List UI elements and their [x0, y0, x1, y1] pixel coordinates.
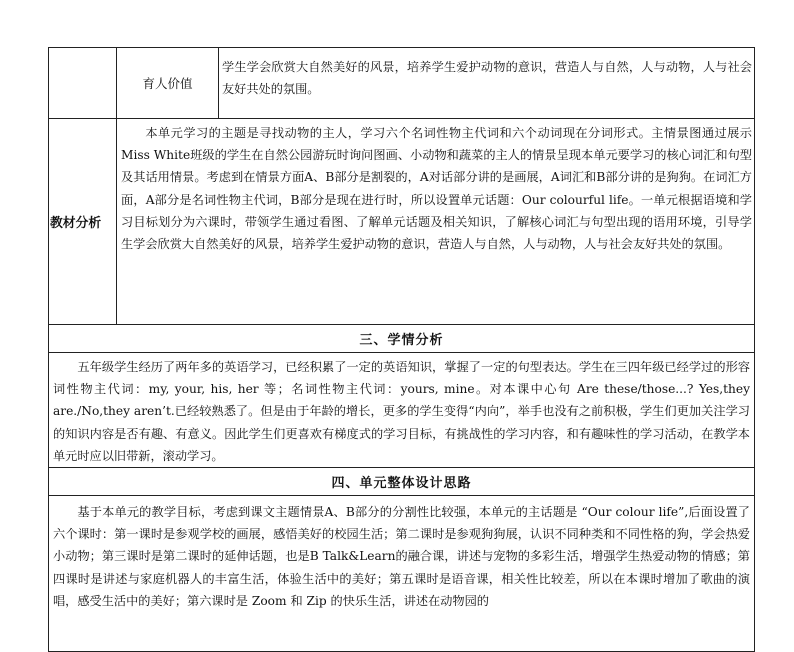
lesson-plan-table — [48, 47, 755, 652]
blank-cell — [49, 48, 117, 119]
section3-text: 五年级学生经历了两年多的英语学习，已经积累了一定的英语知识，掌握了一定的句型表达。学生在三四年级已经学过的形容词性物主代词：my, your, his, her 等；名词性物主代词：yours, mine。对本课中心句 Are these/those...? Yes,they are./No,they aren’t.已经较熟悉了。但是由于年龄的增长，更多的学生变得“内向”，举手也没有之前积极，学生们更加关注学习的知识内容是否有趣、有意义。因此学生们更喜欢有梯度式的学习目标，有挑战性的学习内容，和有趣味性的学习活动，在教学本单元时应以旧带新，滚动学习。 — [49, 353, 755, 468]
section3-title: 三、学情分析 — [49, 325, 755, 353]
section4-text: 基于本单元的教学目标，考虑到课文主题情景A、B部分的分割性比较强，本单元的主话题是 “Our colour life”,后面设置了六个课时：第一课时是参观学校的画展，感悟美好的校园生活；第二课时是参观狗狗展，认识不同种类和不同性格的狗，学会热爱小动物；第三课时是第二课时的延伸话题，也是B Talk&Learn的融合课，讲述与宠物的多彩生活，增强学生热爱动物的情感；第四课时是讲述与家庭机器人的丰富生活，体验生活中的美好；第五课时是语音课，相关性比较差，所以在本课时增加了歌曲的演唱，感受生活中的美好；第六课时是 Zoom 和 Zip 的快乐生活，讲述在动物园的 — [49, 496, 755, 652]
section3-body-row — [49, 353, 755, 468]
education-value-row — [49, 48, 755, 119]
education-value-label: 育人价值 — [117, 48, 219, 119]
section4-title: 四、单元整体设计思路 — [49, 468, 755, 496]
section3-heading-row — [49, 325, 755, 353]
education-value-text: 学生学会欣赏大自然美好的风景，培养学生爱护动物的意识，营造人与自然，人与动物，人与社会友好共处的氛围。 — [219, 48, 755, 119]
textbook-analysis-text: 本单元学习的主题是寻找动物的主人，学习六个名词性物主代词和六个动词现在分词形式。主情景图通过展示Miss White班级的学生在自然公园游玩时询问图画、小动物和蔬菜的主人的情景呈现本单元要学习的核心词汇和句型及其话用情景。考虑到在情景方面A、B部分是割裂的，A对话部分讲的是画展，A词汇和B部分讲的是狗狗。在词汇方面，A部分是名词性物主代词，B部分是现在进行时，所以设置单元话题：Our colourful life。一单元根据语境和学习目标划分为六课时，带领学生通过看图、了解单元话题及相关知识，了解核心词汇与句型出现的语用环境，引导学生学会欣赏大自然美好的风景，培养学生爱护动物的意识，营造人与自然，人与动物，人与社会友好共处的氛围。 — [117, 119, 755, 325]
section4-heading-row — [49, 468, 755, 496]
document-page — [48, 47, 752, 608]
textbook-analysis-row — [49, 119, 755, 325]
textbook-analysis-label: 教材分析 — [49, 119, 117, 325]
section4-body-row — [49, 496, 755, 652]
